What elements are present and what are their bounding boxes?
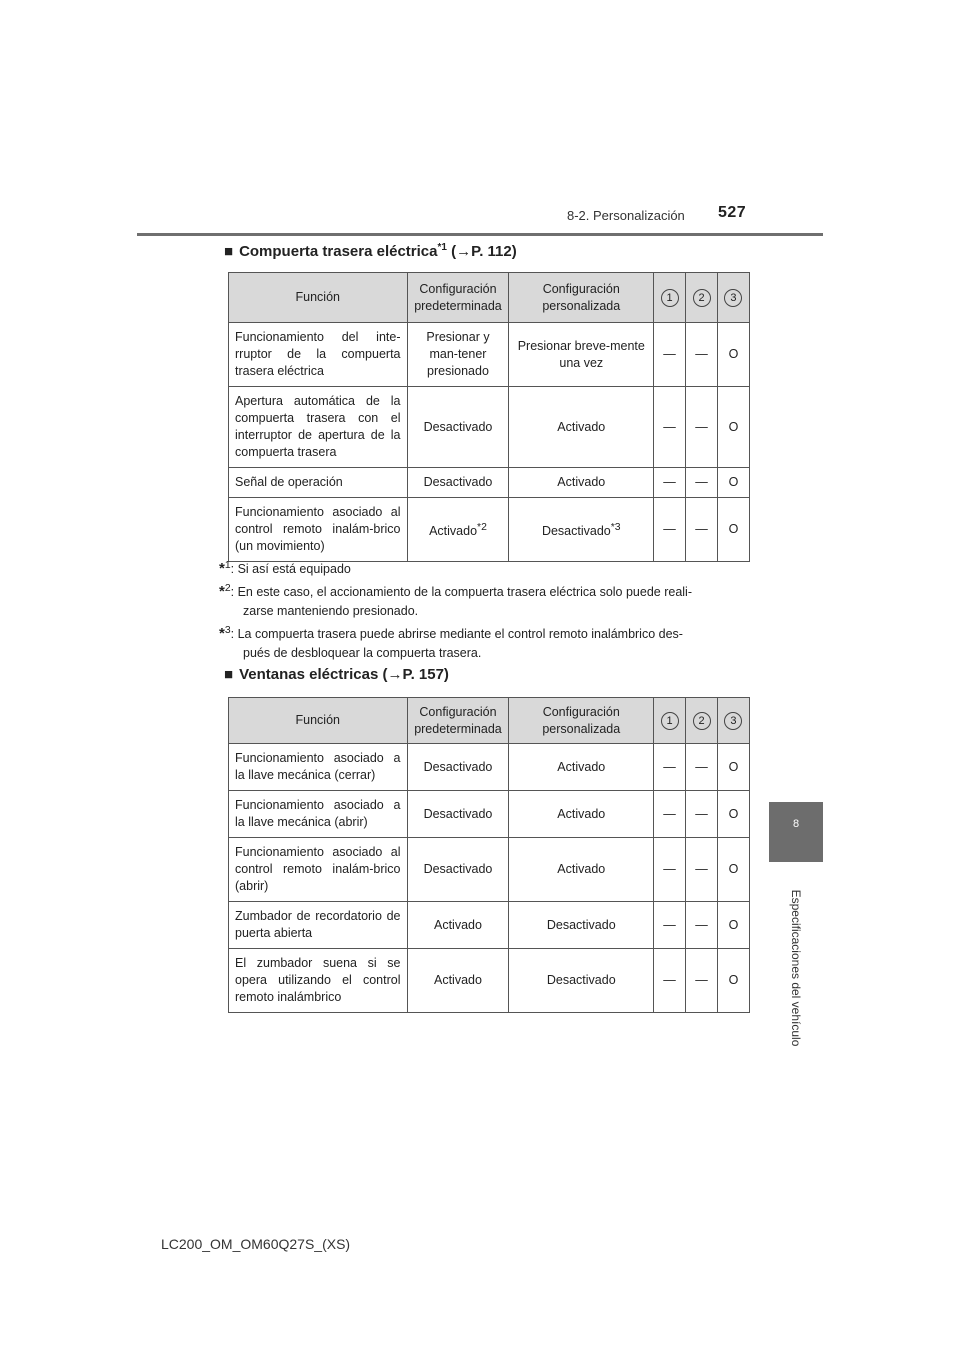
footnote-3 bbox=[219, 621, 743, 663]
footnote-text: : En este caso, el accionamiento de la compuerta trasera eléctrica solo puede reali- bbox=[230, 585, 692, 600]
footnote-mark: * bbox=[219, 583, 225, 601]
footnote-continuation: zarse manteniendo presionado. bbox=[243, 604, 419, 619]
cell-method-2: — bbox=[686, 902, 718, 949]
section-title-text: Compuerta trasera eléctrica bbox=[239, 243, 438, 260]
table-row bbox=[229, 838, 750, 902]
footnote-number: 2 bbox=[224, 583, 231, 594]
circled-3-icon: 3 bbox=[724, 712, 742, 730]
cell-method-2: — bbox=[686, 744, 718, 791]
cell-function: Funcionamiento asociado a la llave mecánica (abrir) bbox=[229, 791, 408, 838]
document-code: LC200_OM_OM60Q27S_(XS) bbox=[161, 1236, 351, 1252]
header-custom: Configuración personalizada bbox=[509, 273, 654, 323]
header-custom: Configuración personalizada bbox=[509, 698, 654, 744]
power-windows-table bbox=[228, 697, 750, 1013]
header-method-2 bbox=[686, 698, 718, 744]
footnote-2 bbox=[219, 579, 743, 621]
footnote-number: 3 bbox=[224, 625, 231, 636]
cell-method-1: — bbox=[654, 387, 686, 468]
table-row bbox=[229, 323, 750, 387]
cell-default: Desactivado bbox=[407, 838, 509, 902]
page-number: 527 bbox=[718, 204, 747, 221]
header-method-3 bbox=[717, 698, 749, 744]
section-title-text: Ventanas eléctricas bbox=[239, 666, 379, 683]
cell-method-1: — bbox=[654, 498, 686, 562]
section-marker: ■ bbox=[224, 666, 234, 683]
cell-method-3: O bbox=[717, 838, 749, 902]
footnote-ref-2: *2 bbox=[477, 521, 487, 533]
chapter-tab-number: 8 bbox=[792, 818, 800, 830]
cell-method-3: O bbox=[717, 791, 749, 838]
table-row bbox=[229, 949, 750, 1013]
table-header-row bbox=[229, 698, 750, 744]
cell-default: Activado bbox=[407, 902, 509, 949]
footnote-ref-3: *3 bbox=[610, 521, 621, 533]
cell-default: Desactivado bbox=[407, 468, 509, 498]
cell-method-2: — bbox=[686, 838, 718, 902]
circled-3-icon: 3 bbox=[724, 289, 742, 307]
cell-method-3: O bbox=[717, 498, 749, 562]
circled-1-icon: 1 bbox=[661, 712, 679, 730]
cell-function: Funcionamiento asociado al control remoto inalám-brico (abrir) bbox=[229, 838, 408, 902]
cell-custom bbox=[509, 498, 654, 562]
section-marker: ■ bbox=[224, 243, 234, 260]
footnote-continuation: pués de desbloquear la compuerta trasera. bbox=[243, 646, 482, 661]
header-default: Configuración predeterminada bbox=[407, 273, 509, 323]
chapter-tab-label: Especificaciones del vehículo bbox=[789, 889, 803, 1047]
header-method-3 bbox=[717, 273, 749, 323]
cell-default: Activado bbox=[407, 949, 509, 1013]
cell-method-1: — bbox=[654, 838, 686, 902]
cell-default bbox=[407, 498, 509, 562]
cell-method-3: O bbox=[717, 468, 749, 498]
cell-method-2: — bbox=[686, 498, 718, 562]
cell-function: Funcionamiento asociado a la llave mecánica (cerrar) bbox=[229, 744, 408, 791]
cell-method-1: — bbox=[654, 791, 686, 838]
header-function: Función bbox=[229, 273, 408, 323]
cell-custom: Activado bbox=[509, 791, 654, 838]
cell-method-3: O bbox=[717, 744, 749, 791]
power-tailgate-table bbox=[228, 272, 750, 562]
cell-function: Funcionamiento del inte-rruptor de la compuerta trasera eléctrica bbox=[229, 323, 408, 387]
table-row bbox=[229, 387, 750, 468]
table-header-row bbox=[229, 273, 750, 323]
cell-default: Desactivado bbox=[407, 744, 509, 791]
header-default: Configuración predeterminada bbox=[407, 698, 509, 744]
cell-default: Desactivado bbox=[407, 387, 509, 468]
cell-method-1: — bbox=[654, 949, 686, 1013]
cell-method-1: — bbox=[654, 902, 686, 949]
cell-custom: Activado bbox=[509, 744, 654, 791]
footnote-mark: * bbox=[219, 625, 225, 643]
footnote-mark: * bbox=[219, 560, 225, 578]
footnote-text: : La compuerta trasera puede abrirse mediante el control remoto inalámbrico des- bbox=[230, 627, 683, 642]
cell-custom: Desactivado bbox=[509, 949, 654, 1013]
cell-method-2: — bbox=[686, 387, 718, 468]
cell-function: Señal de operación bbox=[229, 468, 408, 498]
cell-custom: Activado bbox=[509, 387, 654, 468]
cell-custom: Presionar breve-mente una vez bbox=[509, 323, 654, 387]
cell-method-2: — bbox=[686, 791, 718, 838]
running-header-section: 8-2. Personalización bbox=[567, 208, 685, 223]
table-row bbox=[229, 744, 750, 791]
circled-1-icon: 1 bbox=[661, 289, 679, 307]
header-method-2 bbox=[686, 273, 718, 323]
cell-method-1: — bbox=[654, 468, 686, 498]
cell-custom: Desactivado bbox=[509, 902, 654, 949]
table-row bbox=[229, 791, 750, 838]
table-row bbox=[229, 498, 750, 562]
cell-method-3: O bbox=[717, 387, 749, 468]
header-method-1 bbox=[654, 273, 686, 323]
cell-method-3: O bbox=[717, 323, 749, 387]
header-function: Función bbox=[229, 698, 408, 744]
cell-default-text: Activado bbox=[429, 524, 478, 539]
cell-method-3: O bbox=[717, 902, 749, 949]
table-row bbox=[229, 468, 750, 498]
table-row bbox=[229, 902, 750, 949]
footnote-text: : Si así está equipado bbox=[230, 562, 351, 577]
footnote-number: 1 bbox=[224, 560, 231, 571]
cell-method-2: — bbox=[686, 468, 718, 498]
section-page-ref[interactable]: (→P. 157) bbox=[382, 666, 449, 683]
cell-method-2: — bbox=[686, 949, 718, 1013]
footnote-1 bbox=[219, 556, 743, 579]
section-page-ref[interactable]: (→P. 112) bbox=[451, 243, 517, 260]
cell-method-1: — bbox=[654, 744, 686, 791]
section-title-power-tailgate bbox=[224, 242, 517, 260]
circled-2-icon: 2 bbox=[693, 712, 711, 730]
section-title-footnote-ref: *1 bbox=[437, 242, 447, 253]
cell-function: Zumbador de recordatorio de puerta abierta bbox=[229, 902, 408, 949]
cell-method-2: — bbox=[686, 323, 718, 387]
cell-custom-text: Desactivado bbox=[541, 524, 611, 539]
cell-custom: Activado bbox=[509, 468, 654, 498]
cell-default: Presionar y man-tener presionado bbox=[407, 323, 509, 387]
cell-method-3: O bbox=[717, 949, 749, 1013]
cell-method-1: — bbox=[654, 323, 686, 387]
section-title-power-windows bbox=[224, 666, 449, 683]
cell-function: Funcionamiento asociado al control remoto inalám-brico (un movimiento) bbox=[229, 498, 408, 562]
cell-function: Apertura automática de la compuerta trasera con el interruptor de apertura de la compuerta trasera bbox=[229, 387, 408, 468]
chapter-tab[interactable] bbox=[769, 802, 823, 862]
header-method-1 bbox=[654, 698, 686, 744]
cell-function: El zumbador suena si se opera utilizando el control remoto inalámbrico bbox=[229, 949, 408, 1013]
circled-2-icon: 2 bbox=[693, 289, 711, 307]
cell-default: Desactivado bbox=[407, 791, 509, 838]
cell-custom: Activado bbox=[509, 838, 654, 902]
header-divider bbox=[137, 233, 823, 236]
